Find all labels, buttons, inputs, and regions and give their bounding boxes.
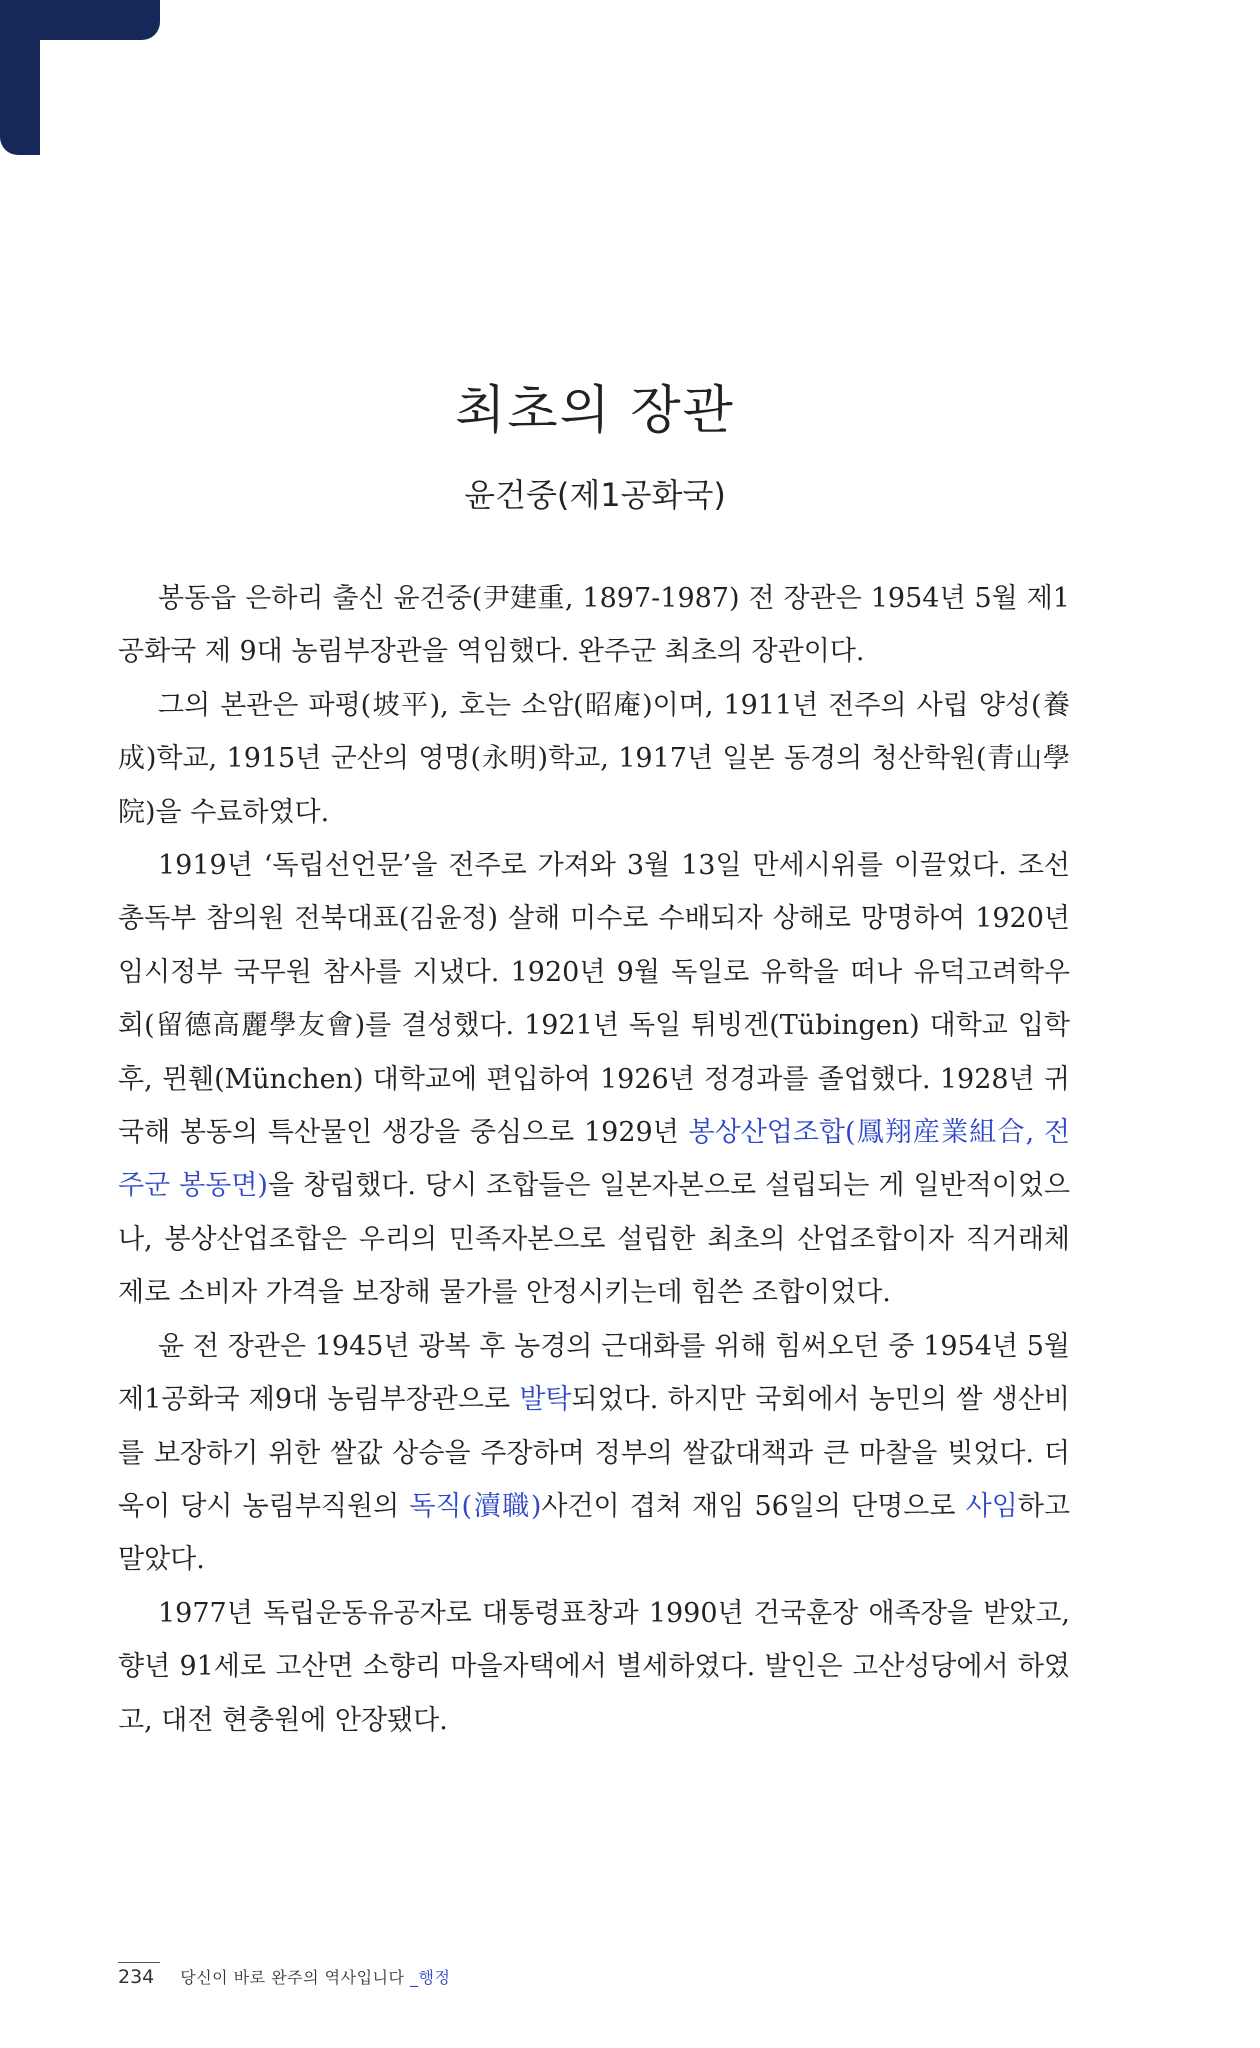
highlight-malfeasance: 독직(瀆職) xyxy=(409,1490,542,1522)
page-number: 234 xyxy=(118,1966,155,1988)
paragraph-3 xyxy=(118,839,1070,1320)
paragraph-4-text-d: 하고 말았다. xyxy=(118,1490,1070,1576)
paragraph-4 xyxy=(118,1320,1070,1587)
paragraph-3-text-a: 1919년 ‘독립선언문’을 전주로 가져와 3월 13일 만세시위를 이끌었다. 조선총독부 참의원 전북대표(김윤정) 살해 미수로 수배되자 상해로 망명하여 1920년 임시정부 국무원 참사를 지냈다. 1920년 9월 독일로 유학을 떠나 유덕고려학우회(留德高麗學友會)를 결성했다. 1921년 독일 튀빙겐(Tübingen) 대학교 입학 후, 뮌휀(München) 대학교에 편입하여 1926년 정경과를 졸업했다. 1928년 귀국해 봉동의 특산물인 생강을 중심으로 1929년 xyxy=(118,850,1070,1149)
paragraph-4-text-b: 되었다. 하지만 국회에서 농민의 쌀 생산비를 보장하기 위한 쌀값 상승을 주장하며 정부의 쌀값대책과 큰 마찰을 빚었다. 더욱이 당시 농림부직원의 xyxy=(118,1384,1071,1522)
highlight-appointment: 발탁 xyxy=(519,1384,572,1416)
highlight-resignation: 사임 xyxy=(965,1490,1018,1522)
paragraph-4-text-a: 윤 전 장관은 1945년 광복 후 농경의 근대화를 위해 힘써오던 중 1954년 5월 제1공화국 제9대 농림부장관으로 xyxy=(118,1330,1070,1416)
highlight-bongsang-union: 봉상산업조합(鳳翔産業組合, 전주군 봉동면) xyxy=(118,1117,1070,1202)
corner-decoration xyxy=(0,0,160,160)
article-body xyxy=(118,572,1070,1747)
book-title: 당신이 바로 완주의 역사입니다 xyxy=(180,1968,405,1987)
page-subtitle: 윤건중(제1공화국) xyxy=(464,476,726,514)
paragraph-3-text-b: 을 창립했다. 당시 조합들은 일본자본으로 설립되는 게 일반적이었으나, 봉상산업조합은 우리의 민족자본으로 설립한 최초의 산업조합이자 직거래체제로 소비자 가격을 보장해 물가를 안정시키는데 힘쓴 조합이었다. xyxy=(118,1170,1070,1309)
paragraph-1: 봉동읍 은하리 출신 윤건중(尹建重, 1897-1987) 전 장관은 1954년 5월 제1공화국 제 9대 농림부장관을 역임했다. 완주군 최초의 장관이다. xyxy=(118,583,1070,668)
running-title xyxy=(180,1965,450,1988)
paragraph-5: 1977년 독립운동유공자로 대통령표창과 1990년 건국훈장 애족장을 받았고, 향년 91세로 고산면 소향리 마을자택에서 별세하였다. 발인은 고산성당에서 하였고, 대전 현충원에 안장됐다. xyxy=(118,1597,1070,1736)
paragraph-2: 그의 본관은 파평(坡平), 호는 소암(昭庵)이며, 1911년 전주의 사립 양성(養成)학교, 1915년 군산의 영명(永明)학교, 1917년 일본 동경의 청산학원(青山學院)을 수료하였다. xyxy=(118,689,1070,828)
paragraph-4-text-c: 사건이 겹쳐 재임 56일의 단명으로 xyxy=(541,1490,966,1522)
page-footer xyxy=(118,1958,450,1988)
page-title: 최초의 장관 xyxy=(455,381,735,441)
section-label: _행정 xyxy=(410,1968,451,1987)
